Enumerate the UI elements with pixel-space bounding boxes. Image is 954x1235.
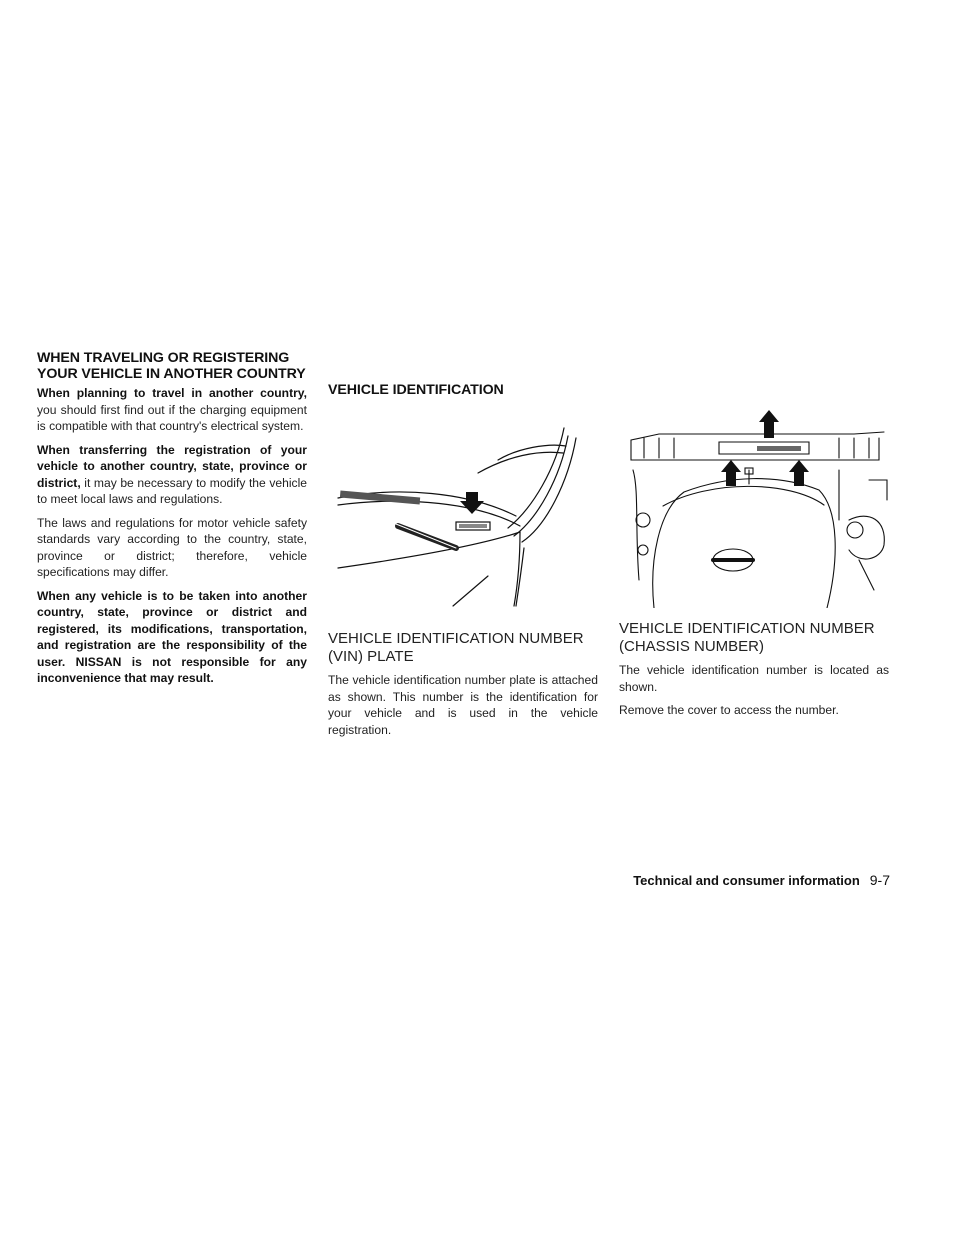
vin-plate-illustration <box>328 408 598 608</box>
vehicle-identification-section <box>328 382 598 745</box>
travel-registration-heading: WHEN TRAVELING OR REGISTERING YOUR VEHICLE IN ANOTHER COUNTRY <box>37 350 306 382</box>
paragraph-travel <box>37 385 307 435</box>
footer-title: Technical and consumer information <box>633 873 860 888</box>
vehicle-identification-heading: VEHICLE IDENTIFICATION <box>328 382 504 398</box>
travel-registration-section <box>37 350 307 694</box>
paragraph-transfer-bold: When transferring the registration of your vehicle to another country, state, province or district, <box>37 442 307 490</box>
chassis-location-text: The vehicle identification number is located as shown. <box>619 663 889 694</box>
paragraph-responsibility <box>37 588 307 687</box>
paragraph-laws: The laws and regulations for motor vehicle safety standards vary according to the country, state, province or district; therefore, vehicle specifications may differ. <box>37 515 307 579</box>
chassis-number-illustration <box>629 410 891 608</box>
page-footer <box>560 872 890 888</box>
vin-plate-text: The vehicle identification number plate is attached as shown. This number is the identification for your vehicle and is used in the vehicle registration. <box>328 673 598 737</box>
chassis-number-section <box>619 410 889 726</box>
chassis-number-subheading: VEHICLE IDENTIFICATION NUMBER (CHASSIS NUMBER) <box>619 620 875 655</box>
vin-plate-subheading: VEHICLE IDENTIFICATION NUMBER (VIN) PLATE <box>328 630 584 665</box>
paragraph-travel-bold: When planning to travel in another country, <box>37 386 307 400</box>
paragraph-transfer-text: it may be necessary to modify the vehicle to meet local laws and regulations. <box>37 475 307 506</box>
paragraph-transfer <box>37 442 307 508</box>
page-number: 9-7 <box>869 872 890 888</box>
chassis-cover-text: Remove the cover to access the number. <box>619 703 839 717</box>
paragraph-responsibility-bold: When any vehicle is to be taken into another country, state, province or district and registered, its modifications, transportation, and registration are the responsibility of the user. NISSAN is not responsible for any inconvenience that may result. <box>37 588 307 685</box>
paragraph-travel-text: you should first find out if the charging equipment is compatible with that country's electrical system. <box>37 402 307 433</box>
